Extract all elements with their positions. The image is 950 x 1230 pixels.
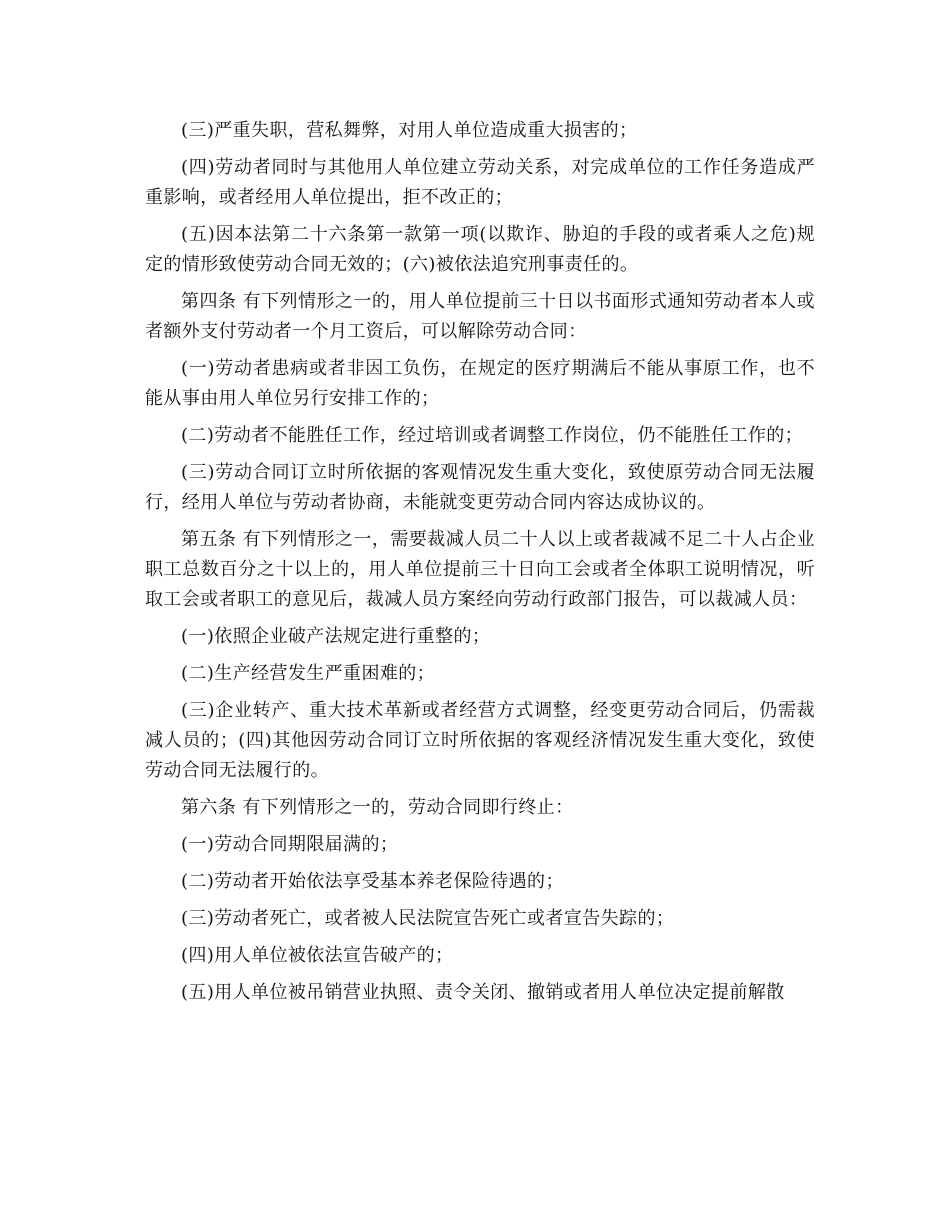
paragraph-11: (三)企业转产、重大技术革新或者经营方式调整，经变更劳动合同后，仍需裁减人员的；(四)其他因劳动合同订立时所依据的客观经济情况发生重大变化，致使劳动合同无法履行的。 — [145, 700, 815, 781]
paragraph-1: (三)严重失职，营私舞弊，对用人单位造成重大损害的； — [181, 120, 638, 141]
paragraph-16: (四)用人单位被依法宣告破产的； — [181, 945, 454, 966]
paragraph-15: (三)劳动者死亡，或者被人民法院宣告死亡或者宣告失踪的； — [181, 908, 675, 929]
paragraph-17: (五)用人单位被吊销营业执照、责令关闭、撤销或者用人单位决定提前解散 — [181, 982, 785, 1003]
paragraph-7: (三)劳动合同订立时所依据的客观情况发生重大变化，致使原劳动合同无法履行，经用人单位与劳动者协商，未能就变更劳动合同内容达成协议的。 — [145, 462, 815, 513]
paragraph-5: (一)劳动者患病或者非因工负伤，在规定的医疗期满后不能从事原工作，也不能从事由用人单位另行安排工作的； — [145, 358, 815, 409]
article-6-heading-paragraph: 第六条 有下列情形之一的，劳动合同即行终止： — [181, 797, 574, 818]
document-body — [145, 116, 815, 1015]
article-4-heading-paragraph: 第四条 有下列情形之一的，用人单位提前三十日以书面形式通知劳动者本人或者额外支付劳动者一个月工资后，可以解除劳动合同： — [145, 291, 815, 342]
paragraph-10: (二)生产经营发生严重困难的； — [181, 663, 436, 684]
paragraph-14: (二)劳动者开始依法享受基本养老保险待遇的； — [181, 871, 564, 892]
article-5-heading-paragraph: 第五条 有下列情形之一，需要裁减人员二十人以上或者裁减不足二十人占企业职工总数百分之十以上的，用人单位提前三十日向工会或者全体职工说明情况，听取工会或者职工的意见后，裁减人员方案经向劳动行政部门报告，可以裁减人员： — [145, 529, 815, 610]
paragraph-6: (二)劳动者不能胜任工作，经过培训或者调整工作岗位，仍不能胜任工作的； — [181, 425, 804, 446]
paragraph-3: (五)因本法第二十六条第一款第一项(以欺诈、胁迫的手段的或者乘人之危)规定的情形致使劳动合同无效的；(六)被依法追究刑事责任的。 — [145, 224, 815, 275]
paragraph-13: (一)劳动合同期限届满的； — [181, 834, 399, 855]
paragraph-2: (四)劳动者同时与其他用人单位建立劳动关系，对完成单位的工作任务造成严重影响，或者经用人单位提出，拒不改正的； — [145, 157, 815, 208]
paragraph-9: (一)依照企业破产法规定进行重整的； — [181, 626, 491, 647]
